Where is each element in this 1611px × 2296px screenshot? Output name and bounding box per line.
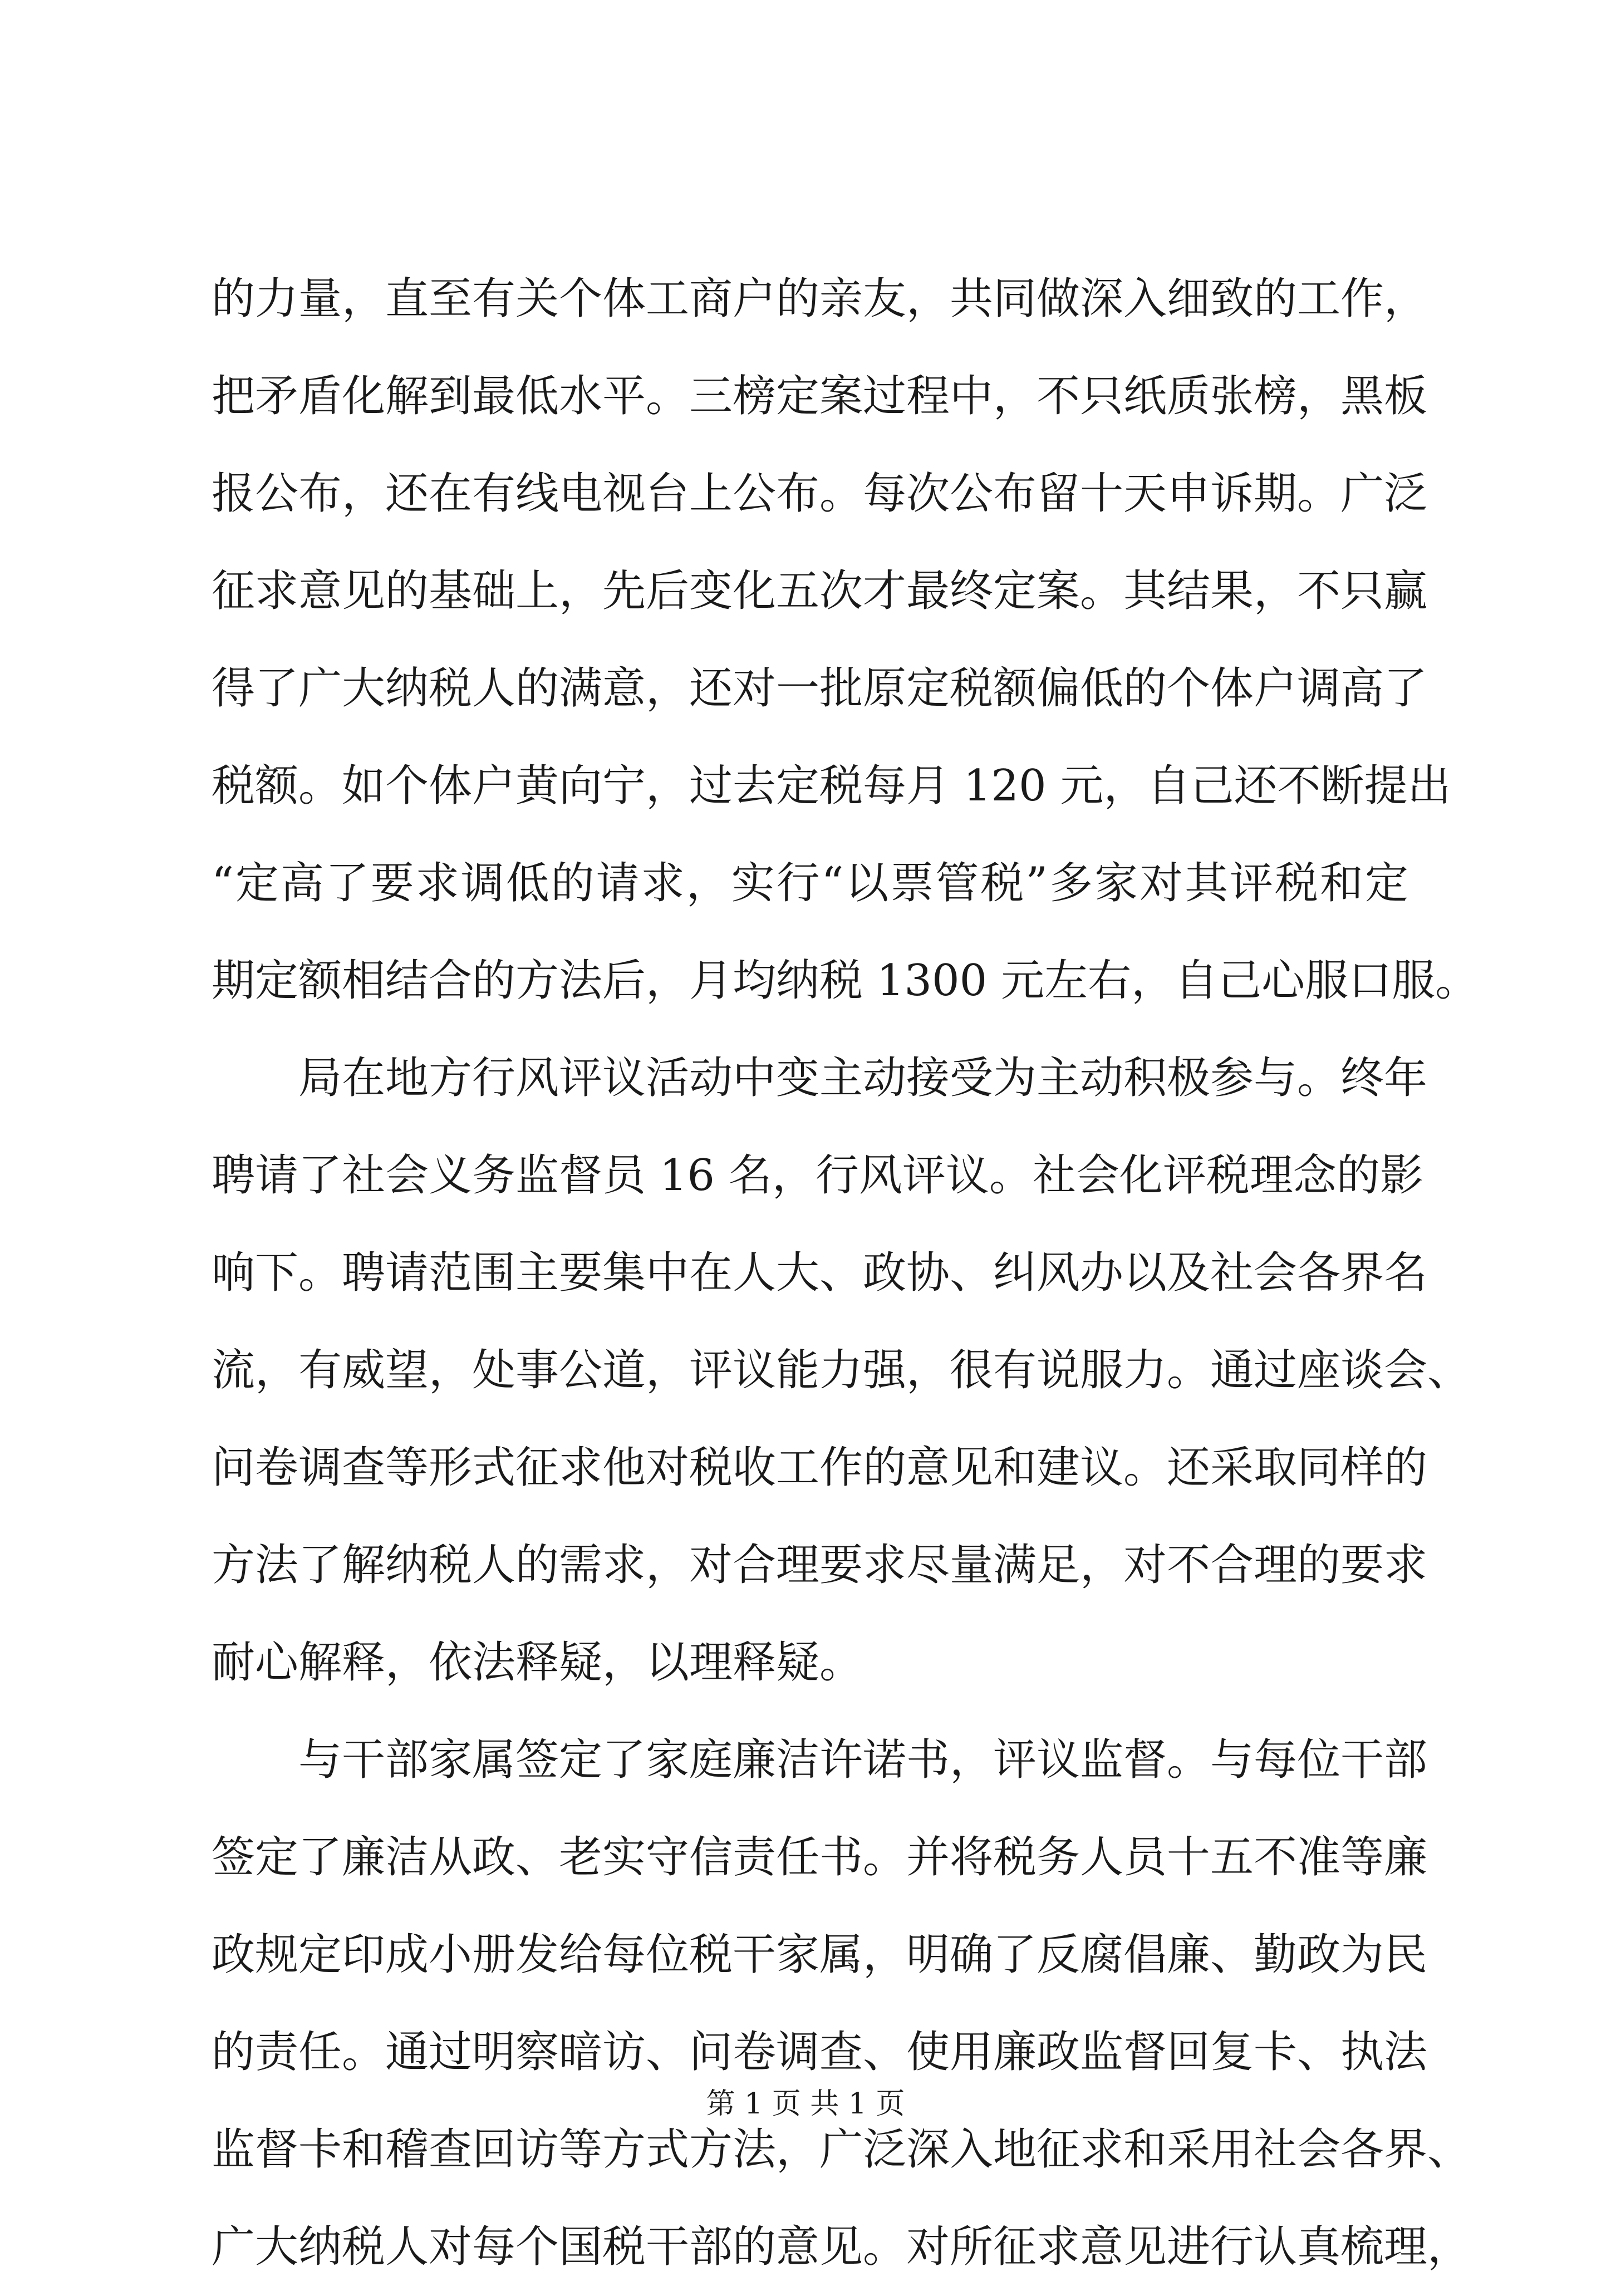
text-line: 局在地方行风评议活动中变主动接受为主动积极参与。终年 bbox=[298, 1053, 1428, 1103]
body-text bbox=[212, 250, 1479, 2296]
text-line: 聘请了社会义务监督员 16 名，行风评议。社会化评税理念的影 bbox=[212, 1151, 1423, 1201]
paragraph-2 bbox=[212, 1030, 1471, 1712]
text-line: 广大纳税人对每个国税干部的意见。对所征求意见进行认真梳理， bbox=[212, 2222, 1471, 2272]
text-line: “定高了要求调低的请求，实行“以票管税”多家对其评税和定 bbox=[212, 858, 1408, 908]
text-line: 流，有威望，处事公道，评议能力强，很有说服力。通过座谈会、 bbox=[212, 1345, 1471, 1395]
paragraph-3 bbox=[212, 1712, 1471, 2296]
text-line: 报公布，还在有线电视台上公布。每次公布留十天申诉期。广泛 bbox=[212, 469, 1428, 519]
text-line: 签定了廉洁从政、老实守信责任书。并将税务人员十五不准等廉 bbox=[212, 1832, 1428, 1882]
text-line: 监督卡和稽查回访等方式方法，广泛深入地征求和采用社会各界、 bbox=[212, 2125, 1471, 2175]
text-line: 问卷调查等形式征求他对税收工作的意见和建议。还采取同样的 bbox=[212, 1443, 1428, 1493]
text-line: 方法了解纳税人的需求，对合理要求尽量满足，对不合理的要求 bbox=[212, 1540, 1428, 1590]
text-line: 响下。聘请范围主要集中在人大、政协、纠风办以及社会各界名 bbox=[212, 1248, 1428, 1298]
text-line: 政规定印成小册发给每位税干家属，明确了反腐倡廉、勤政为民 bbox=[212, 1930, 1428, 1980]
text-line: 的责任。通过明察暗访、问卷调查、使用廉政监督回复卡、执法 bbox=[212, 2027, 1428, 2077]
text-line: 与干部家属签定了家庭廉洁许诺书，评议监督。与每位干部 bbox=[298, 1735, 1428, 1785]
text-line: 的力量，直至有关个体工商户的亲友，共同做深入细致的工作， bbox=[212, 274, 1428, 324]
text-line: 期定额相结合的方法后，月均纳税 1300 元左右，自己心服口服。 bbox=[212, 956, 1479, 1006]
text-line: 把矛盾化解到最低水平。三榜定案过程中，不只纸质张榜，黑板 bbox=[212, 371, 1428, 421]
text-line: 耐心解释，依法释疑，以理释疑。 bbox=[212, 1638, 863, 1688]
page-number-label: 第 1 页 共 1 页 bbox=[706, 2087, 905, 2121]
text-line: 得了广大纳税人的满意，还对一批原定税额偏低的个体户调高了 bbox=[212, 663, 1428, 714]
text-line: 征求意见的基础上，先后变化五次才最终定案。其结果，不只赢 bbox=[212, 566, 1428, 616]
page-footer bbox=[0, 2082, 1611, 2126]
text-line: 税额。如个体户黄向宁，过去定税每月 120 元，自己还不断提出 bbox=[212, 761, 1451, 811]
paragraph-1 bbox=[212, 250, 1479, 1030]
